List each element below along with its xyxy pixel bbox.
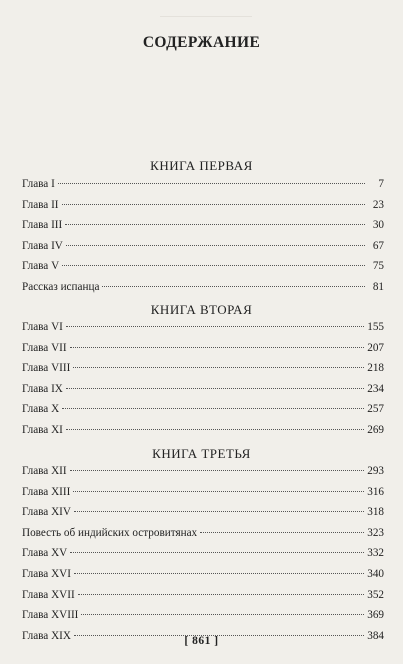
dot-leader bbox=[62, 408, 364, 409]
toc-entry-label: Глава XIV bbox=[22, 506, 71, 519]
toc-entry-label: Глава X bbox=[22, 403, 60, 416]
dot-leader bbox=[102, 286, 365, 287]
header-bleed-through bbox=[160, 6, 252, 17]
toc-entry-label: Глава XI bbox=[22, 423, 63, 436]
toc-row[interactable] bbox=[22, 383, 384, 404]
toc-row[interactable] bbox=[22, 465, 384, 486]
toc-row[interactable] bbox=[22, 281, 384, 302]
toc-row[interactable] bbox=[22, 321, 384, 342]
toc-page-number: 384 bbox=[367, 629, 384, 642]
dot-leader bbox=[74, 573, 364, 574]
toc-page-number: 7 bbox=[378, 178, 384, 190]
toc-row[interactable] bbox=[22, 486, 384, 507]
toc-entry-label: Глава V bbox=[22, 260, 60, 273]
page-number-footer: [ 861 ] bbox=[184, 635, 219, 647]
dot-leader bbox=[62, 265, 365, 266]
dot-leader bbox=[66, 429, 364, 430]
toc-entry-label: Глава IV bbox=[22, 239, 63, 252]
toc-page-number: 340 bbox=[367, 567, 384, 580]
toc-entry-label: Глава VII bbox=[22, 341, 67, 354]
toc-page-number: 293 bbox=[367, 465, 384, 477]
toc-page-number: 207 bbox=[367, 341, 384, 354]
dot-leader bbox=[70, 470, 365, 471]
toc-page-number: 352 bbox=[367, 588, 384, 601]
toc-page-number: 369 bbox=[367, 609, 384, 622]
toc-row[interactable] bbox=[22, 178, 384, 199]
toc-page-number: 30 bbox=[372, 219, 384, 232]
toc-entry-label: Глава XVI bbox=[22, 567, 71, 580]
book-heading-2: КНИГА ВТОРАЯ bbox=[150, 302, 253, 317]
toc-page-number: 257 bbox=[367, 403, 384, 416]
dot-leader bbox=[74, 511, 364, 512]
toc-entry-label: Глава XVIII bbox=[22, 609, 79, 622]
toc-row[interactable] bbox=[22, 547, 384, 568]
toc-page-number: 323 bbox=[367, 526, 384, 539]
toc-list-book-2 bbox=[22, 321, 384, 445]
dot-leader bbox=[58, 183, 365, 184]
book-heading-3: КНИГА ТРЕТЬЯ bbox=[152, 446, 251, 461]
toc-entry-label: Глава XIII bbox=[22, 485, 71, 498]
toc-page-number: 218 bbox=[367, 362, 384, 375]
toc-entry-label: Глава VIII bbox=[22, 362, 71, 375]
book-heading-1: КНИГА ПЕРВАЯ bbox=[150, 158, 253, 173]
toc-page-number: 332 bbox=[367, 547, 384, 560]
toc-page-number: 269 bbox=[367, 423, 384, 436]
dot-leader bbox=[70, 552, 364, 553]
toc-row[interactable] bbox=[22, 506, 384, 527]
toc-list-book-1 bbox=[22, 178, 384, 302]
toc-entry-label: Глава XII bbox=[22, 465, 67, 477]
toc-row[interactable] bbox=[22, 589, 384, 610]
toc-entry-label: Глава VI bbox=[22, 321, 63, 333]
toc-entry-label: Глава XIX bbox=[22, 629, 71, 642]
toc-page-number: 81 bbox=[372, 280, 384, 293]
toc-row[interactable] bbox=[22, 568, 384, 589]
dot-leader bbox=[78, 594, 365, 595]
toc-entry-label: Глава IX bbox=[22, 382, 63, 395]
toc-entry-label: Глава XV bbox=[22, 547, 68, 560]
page-title: СОДЕРЖАНИЕ bbox=[142, 34, 261, 51]
toc-entry-label: Повесть об индийских островитянах bbox=[22, 526, 198, 539]
toc-page-number: 316 bbox=[367, 485, 384, 498]
dot-leader bbox=[66, 326, 364, 327]
dot-leader bbox=[66, 245, 365, 246]
toc-entry-label: Глава XVII bbox=[22, 588, 75, 601]
toc-entry-label: Глава III bbox=[22, 219, 63, 232]
toc-page-number: 318 bbox=[367, 506, 384, 519]
toc-row[interactable] bbox=[22, 342, 384, 363]
dot-leader bbox=[73, 367, 364, 368]
toc-entry-label: Глава II bbox=[22, 198, 59, 211]
toc-row[interactable] bbox=[22, 527, 384, 548]
dot-leader bbox=[70, 347, 365, 348]
dot-leader bbox=[66, 388, 364, 389]
toc-page-number: 155 bbox=[367, 321, 384, 333]
toc-list-book-3 bbox=[22, 465, 384, 650]
dot-leader bbox=[81, 614, 364, 615]
toc-page-number: 67 bbox=[372, 239, 384, 252]
dot-leader bbox=[65, 224, 365, 225]
toc-row[interactable] bbox=[22, 240, 384, 261]
toc-page-number: 23 bbox=[372, 198, 384, 211]
toc-row[interactable] bbox=[22, 609, 384, 630]
toc-row[interactable] bbox=[22, 424, 384, 445]
toc-page-number: 75 bbox=[372, 260, 384, 273]
toc-row[interactable] bbox=[22, 219, 384, 240]
dot-leader bbox=[200, 532, 364, 533]
toc-entry-label: Рассказ испанца bbox=[22, 280, 100, 293]
dot-leader bbox=[73, 491, 364, 492]
toc-row[interactable] bbox=[22, 260, 384, 281]
dot-leader bbox=[62, 204, 365, 205]
toc-row[interactable] bbox=[22, 199, 384, 220]
toc-row[interactable] bbox=[22, 403, 384, 424]
toc-row[interactable] bbox=[22, 362, 384, 383]
toc-page-number: 234 bbox=[367, 382, 384, 395]
toc-entry-label: Глава I bbox=[22, 178, 55, 190]
